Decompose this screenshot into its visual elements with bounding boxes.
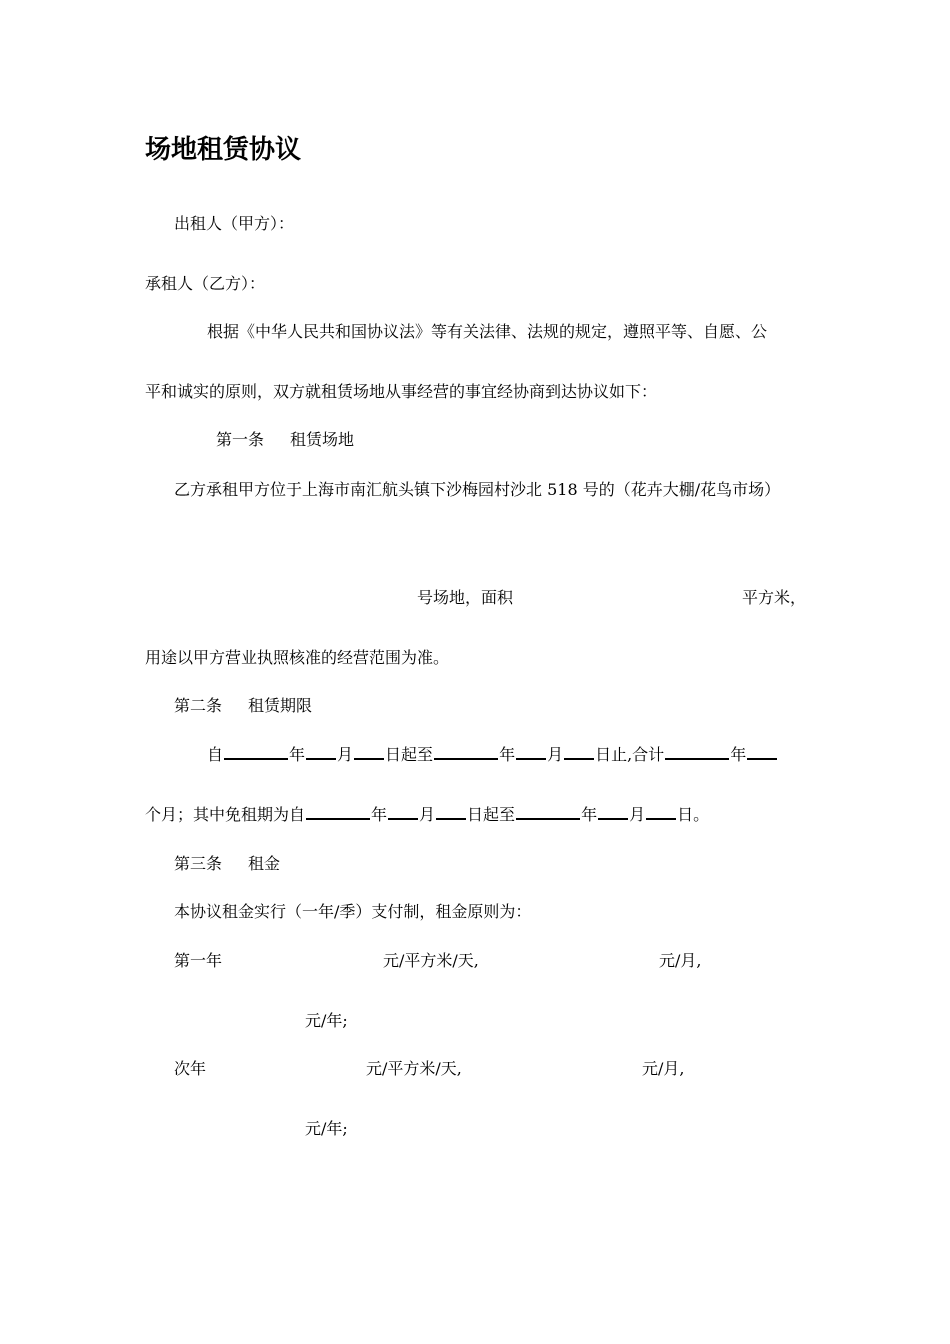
end-day-blank[interactable] <box>564 744 594 760</box>
article3-title: 租金 <box>248 854 281 873</box>
free-start-month-blank[interactable] <box>388 804 418 820</box>
article1-line1: 乙方承租甲方位于上海市南汇航头镇下沙梅园村沙北 518 号的（花卉大棚/花鸟市场） <box>174 480 781 499</box>
end-month-blank[interactable] <box>516 744 546 760</box>
first-year-label: 第一年 <box>174 951 223 970</box>
article1-heading <box>216 430 354 450</box>
first-year-per-month: 元/月, <box>659 951 702 970</box>
day-end-total-text: 日止,合计 <box>595 745 665 764</box>
intro-paragraph-line1: 根据《中华人民共和国协议法》等有关法律、法规的规定，遵照平等、自愿、公 <box>207 322 768 341</box>
year-text: 年 <box>581 805 598 824</box>
rent-payment-line: 本协议租金实行（一年/季）支付制，租金原则为： <box>174 902 532 921</box>
intro-paragraph-line2: 平和诚实的原则，双方就租赁场地从事经营的事宜经协商到达协议如下： <box>145 382 658 401</box>
start-month-blank[interactable] <box>306 744 336 760</box>
year-text: 年 <box>371 805 388 824</box>
from-text: 自 <box>207 745 224 764</box>
months-free-from-text: 个月；其中免租期为自 <box>145 805 306 824</box>
free-end-day-blank[interactable] <box>646 804 676 820</box>
year-text: 年 <box>289 745 306 764</box>
lessee-label: 承租人（乙方）： <box>145 274 266 293</box>
free-end-year-blank[interactable] <box>516 804 580 820</box>
month-text: 月 <box>629 805 646 824</box>
month-text: 月 <box>419 805 436 824</box>
document-title: 场地租赁协议 <box>145 135 302 165</box>
article1-area-unit: 平方米， <box>742 588 807 607</box>
start-year-blank[interactable] <box>224 744 288 760</box>
year-text: 年 <box>499 745 516 764</box>
total-months-blank[interactable] <box>747 744 777 760</box>
lease-term-line1 <box>207 744 778 765</box>
article1-title: 租赁场地 <box>290 430 355 449</box>
article2-title: 租赁期限 <box>248 696 313 715</box>
article1-site-number-label: 号场地，面积 <box>417 588 514 607</box>
next-year-per-month: 元/月, <box>642 1059 685 1078</box>
article1-number: 第一条 <box>216 430 265 449</box>
next-year-label: 次年 <box>174 1059 207 1078</box>
article2-heading <box>174 696 312 716</box>
month-text: 月 <box>547 745 564 764</box>
month-text: 月 <box>337 745 354 764</box>
end-year-blank[interactable] <box>434 744 498 760</box>
free-end-month-blank[interactable] <box>598 804 628 820</box>
first-year-per-year: 元/年; <box>305 1011 348 1030</box>
day-start-to-text: 日起至 <box>467 805 516 824</box>
day-start-to-text: 日起至 <box>385 745 434 764</box>
start-day-blank[interactable] <box>354 744 384 760</box>
lessor-label: 出租人（甲方）： <box>174 214 295 233</box>
article3-heading <box>174 854 280 874</box>
day-end-text: 日。 <box>677 805 710 824</box>
free-start-year-blank[interactable] <box>306 804 370 820</box>
free-start-day-blank[interactable] <box>436 804 466 820</box>
total-years-blank[interactable] <box>665 744 729 760</box>
next-year-per-sqm-day: 元/平方米/天, <box>366 1059 462 1078</box>
article2-number: 第二条 <box>174 696 223 715</box>
lease-term-line2 <box>145 804 709 825</box>
first-year-per-sqm-day: 元/平方米/天, <box>383 951 479 970</box>
article1-usage-line: 用途以甲方营业执照核准的经营范围为准。 <box>145 648 450 667</box>
article3-number: 第三条 <box>174 854 223 873</box>
next-year-per-year: 元/年; <box>305 1119 348 1138</box>
year-text: 年 <box>730 745 747 764</box>
